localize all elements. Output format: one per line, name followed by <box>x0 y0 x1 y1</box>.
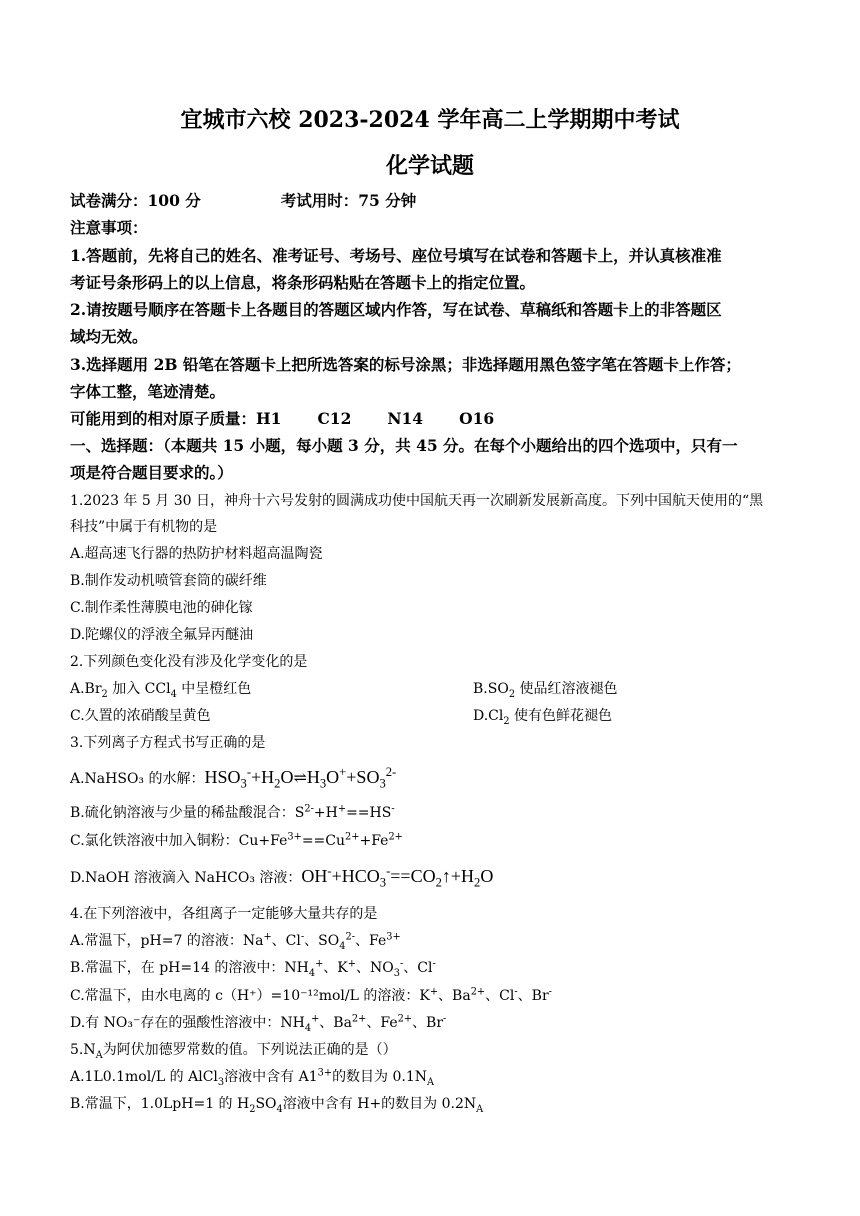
q2-option-b: $B.SO_2$ 使品红溶液褪色 <box>473 681 618 700</box>
q1-option-d: D.陀螺仪的浮液全氟异丙醚油 <box>70 627 254 643</box>
q1-option-c: C.制作柔性薄膜电池的砷化镓 <box>70 600 253 616</box>
q4-option-b: B.常温下，在 pH=14 的溶液中：$NH_4^+$、K+、$NO_3^-$、Cl- <box>70 958 436 979</box>
q2-stem: 2.下列颜色变化没有涉及化学变化的是 <box>70 654 308 670</box>
q3-option-d: D.NaOH 溶液滴入 NaHCO₃ 溶液：$OH^-+HCO_3^-==CO_2↑+H_2O$ <box>70 864 494 890</box>
atomic-mass <box>70 407 790 429</box>
exam-time: 考试用时：75 分钟 <box>280 191 417 210</box>
q2-option-d: $D.Cl_2$ 使有色鲜花褪色 <box>473 708 613 727</box>
atomic-mass-label: 可能用到的相对原子质量： <box>70 409 257 428</box>
q1-stem-line-1: 1.2023 年 5 月 30 日，神舟十六号发射的圆满成功使中国航天再一次刷新发展新高度。下列中国航天使用的“黑 <box>70 493 764 509</box>
q2-option-a: $A.Br_2$ 加入 CCl$_4$ 中呈橙红色 <box>70 681 252 700</box>
q3-a-equation: $HSO_3^-+H_2O\rightleftharpoons H_3O^++SO_3^{2-}$ <box>204 765 397 791</box>
q5-option-a: A.1L0.1mol/L 的 AlCl$_3$溶液中含有 $A1^{3+}$的数目为 $0.1N_A$ <box>70 1067 435 1088</box>
q4-stem: 4.在下列溶液中，各组离子一定能够大量共存的是 <box>70 906 378 922</box>
exam-title: 宜城市六校 2023-2024 学年高二上学期期中考试 <box>180 107 680 133</box>
q5-option-b: B.常温下，1.0LpH=1 的 $H_2SO_4$溶液中含有 H+的数目为 $0.2N_A$ <box>70 1096 484 1115</box>
q3-option-b: B.硫化钠溶液与少量的稀盐酸混合：$S^{2-}+H^+==HS^-$ <box>70 803 395 821</box>
q3-d-equation: $OH^-+HCO_3^-==CO_2↑+H_2O$ <box>301 864 494 890</box>
q4-option-a: A.常温下，pH=7 的溶液：Na+、Cl-、$SO_4^{2-}$、$Fe^{3+}$ <box>70 931 401 952</box>
q2-options-row-2 <box>70 705 790 725</box>
q4-option-d: D.有 NO₃⁻存在的强酸性溶液中：$NH_4^+$、$Ba^{2+}$、$Fe^{2+}$、Br- <box>70 1013 447 1034</box>
q4-option-c: C.常温下，由水电离的 c（H⁺）=10⁻¹²mol/L 的溶液：K+、$Ba^{2+}$、Cl-、Br- <box>70 986 552 1004</box>
q3-stem: 3.下列离子方程式书写正确的是 <box>70 735 266 751</box>
exam-subtitle: 化学试题 <box>385 153 474 179</box>
mass-h: H1 <box>256 409 282 428</box>
q1-option-b: B.制作发动机喷管套筒的碳纤维 <box>70 573 267 589</box>
q3-option-c: C.氯化铁溶液中加入铜粉：$Cu+Fe^{3+}==Cu^{2+}+Fe^{2+}$ <box>70 831 403 849</box>
notice-heading: 注意事项： <box>70 218 148 237</box>
mass-c: C12 <box>317 409 352 428</box>
mass-n: N14 <box>387 409 424 428</box>
q1-stem-line-2: 科技”中属于有机物的是 <box>70 519 218 535</box>
q3-option-a: A.NaHSO₃ 的水解：$HSO_3^-+H_2O\rightleftharpoons H_3O^++SO_3^{2-}$ <box>70 765 397 791</box>
exam-info <box>70 189 790 211</box>
q1-option-a: A.超高速飞行器的热防护材料超高温陶瓷 <box>70 546 323 562</box>
notice-item-2-line-1: 2.请按题号顺序在答题卡上各题目的答题区域内作答，写在试卷、草稿纸和答题卡上的非答题区 <box>70 300 722 319</box>
q5-stem: $5.N_A$为阿伏加德罗常数的值。下列说法正确的是（） <box>70 1042 397 1061</box>
q3-b-equation: $S^{2-}+H^+==HS^-$ <box>294 803 395 821</box>
q2-option-c: C.久置的浓硝酸呈黄色 <box>70 708 211 724</box>
notice-item-2-line-2: 域均无效。 <box>70 327 148 346</box>
notice-item-1-line-2: 考证号条形码上的以上信息，将条形码粘贴在答题卡上的指定位置。 <box>70 273 536 292</box>
section1-line-1: 一、选择题：（本题共 15 小题，每小题 3 分，共 45 分。在每个小题给出的四个选项中，只有一 <box>70 436 738 455</box>
section1-line-2: 项是符合题目要求的。） <box>70 463 233 482</box>
notice-item-3-line-1: 3.选择题用 2B 铅笔在答题卡上把所选答案的标号涂黑；非选择题用黑色签字笔在答题卡上作答； <box>70 355 741 374</box>
notice-item-1-line-1: 1.答题前，先将自己的姓名、准考证号、考场号、座位号填写在试卷和答题卡上，并认真核准准 <box>70 246 722 265</box>
full-score: 试卷满分：100 分 <box>70 191 201 210</box>
q2-options-row-1 <box>70 678 790 700</box>
notice-item-3-line-2: 字体工整，笔迹清楚。 <box>70 382 226 401</box>
q3-c-equation: $Cu+Fe^{3+}==Cu^{2+}+Fe^{2+}$ <box>238 831 403 849</box>
mass-o: O16 <box>459 409 495 428</box>
